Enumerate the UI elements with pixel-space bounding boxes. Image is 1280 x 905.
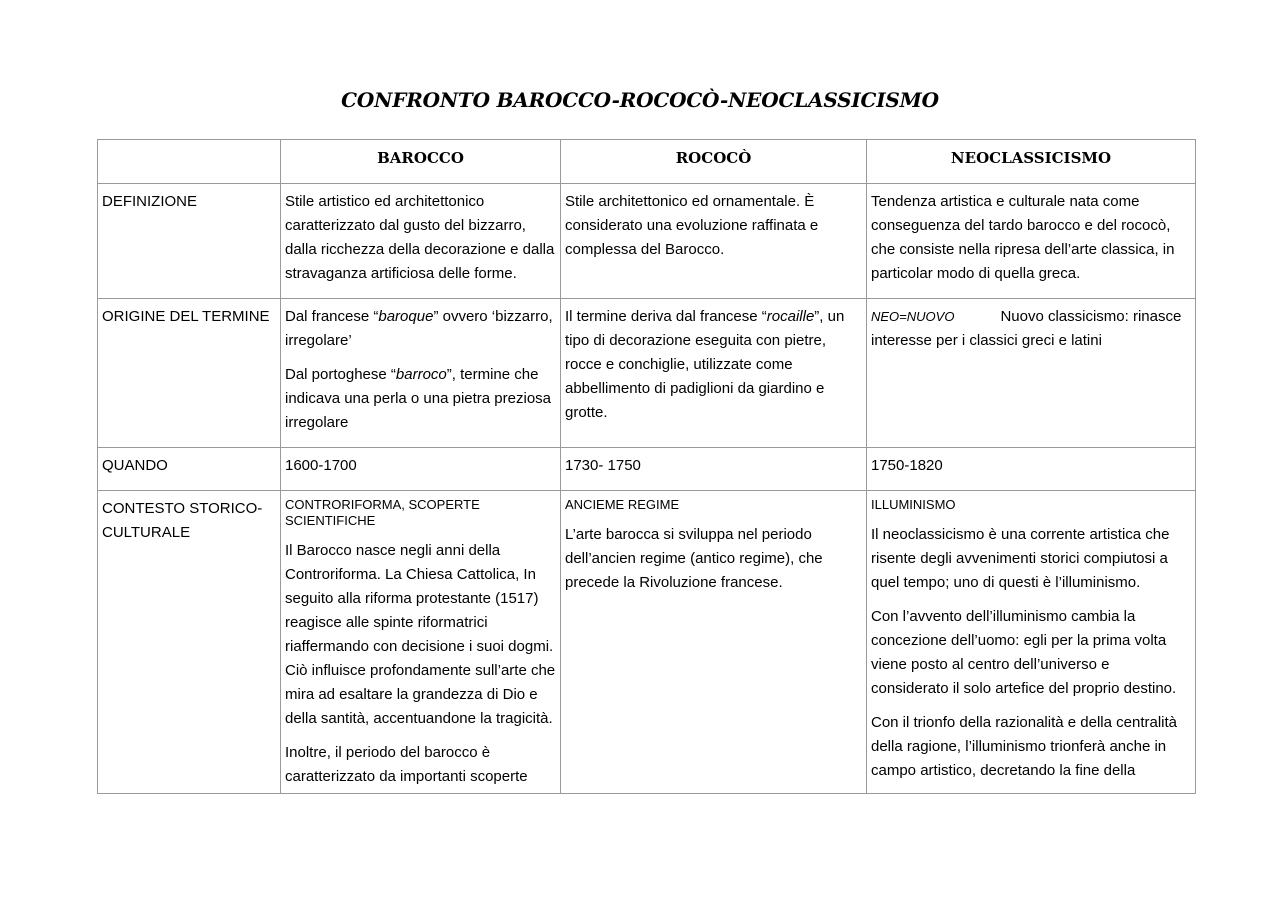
row-origine — [98, 299, 1196, 448]
term-barroco: barroco — [395, 366, 447, 383]
label-origine: ORIGINE DEL TERMINE — [98, 299, 281, 448]
comparison-table — [97, 139, 1196, 794]
origine-barocco — [281, 299, 561, 448]
term-rocaille: rocaille — [766, 308, 815, 325]
text-span: Dal portoghese “ — [285, 366, 396, 383]
row-contesto — [98, 491, 1196, 794]
row-quando — [98, 448, 1196, 491]
contesto-rococo — [561, 491, 867, 794]
term-baroque: baroque — [378, 308, 434, 325]
quando-rococo: 1730- 1750 — [561, 448, 867, 491]
header-empty — [98, 140, 281, 184]
contesto-neo-p2: Con l’avvento dell’illuminismo cambia la concezione dell’uomo: egli per la prima volta viene posto al centro dell’universo e considerato il solo artefice del proprio destino. — [871, 608, 1177, 697]
contesto-barocco — [281, 491, 561, 794]
text-span: Dal francese “ — [285, 308, 379, 325]
header-neoclassicismo: NEOCLASSICISMO — [867, 140, 1196, 184]
header-rococo: ROCOCÒ — [561, 140, 867, 184]
origine-neoclassicismo — [867, 299, 1196, 448]
text-span: ”, un tipo di decorazione eseguita con pietre, rocce e conchiglie, utilizzate come abbellimento di padiglioni da giardino e grotte. — [565, 308, 845, 421]
label-contesto: CONTESTO STORICO-CULTURALE — [98, 491, 281, 794]
origine-barocco-p1 — [285, 305, 556, 353]
definizione-rococo: Stile architettonico ed ornamentale. È considerato una evoluzione raffinata e complessa del Barocco. — [561, 184, 867, 299]
origine-barocco-p2 — [285, 363, 556, 435]
origine-rococo — [561, 299, 867, 448]
quando-neoclassicismo: 1750-1820 — [867, 448, 1196, 491]
quando-barocco: 1600-1700 — [281, 448, 561, 491]
contesto-neoclassicismo — [867, 491, 1196, 794]
contesto-barocco-p1: Il Barocco nasce negli anni della Controriforma. La Chiesa Cattolica, In seguito alla riforma protestante (1517) reagisce alle spinte riformatrici riaffermando con decisione i suoi dogmi. Ciò influisce profondamente sull’arte che mira ad esaltare la grandezza di Dio e della santità, accentuandone la tragicità. — [285, 542, 556, 727]
text-span: ”, termine che indicava una perla o una pietra preziosa irregolare — [285, 366, 552, 431]
header-row — [98, 140, 1196, 184]
text-span: Nuovo classicismo: rinasce interesse per i classici greci e latini — [871, 308, 1182, 349]
contesto-barocco-p2: Inoltre, il periodo del barocco è caratterizzato da importanti scoperte — [285, 744, 528, 785]
label-definizione: DEFINIZIONE — [98, 184, 281, 299]
text-span: Il termine deriva dal francese “ — [565, 308, 767, 325]
label-quando: QUANDO — [98, 448, 281, 491]
neo-nuovo-note: NEO=NUOVO — [871, 309, 955, 324]
contesto-neo-p1: Il neoclassicismo è una corrente artistica che risente degli avvenimenti storici compiutosi a quel tempo; uno di questi è l’illuminismo. — [871, 526, 1170, 591]
header-barocco: BAROCCO — [281, 140, 561, 184]
contesto-neo-p3: Con il trionfo della razionalità e della centralità della ragione, l’illuminismo trionferà anche in campo artistico, decretando la fine della — [871, 714, 1178, 779]
contesto-rococo-heading: ANCIEME REGIME — [565, 497, 680, 512]
contesto-rococo-p1: L’arte barocca si sviluppa nel periodo dell’ancien regime (antico regime), che precede la Rivoluzione francese. — [565, 526, 823, 591]
contesto-neo-heading: ILLUMINISMO — [871, 497, 956, 512]
definizione-barocco: Stile artistico ed architettonico caratterizzato dal gusto del bizzarro, dalla ricchezza della decorazione e dalla stravaganza artificiosa delle forme. — [281, 184, 561, 299]
contesto-barocco-heading: CONTRORIFORMA, SCOPERTE SCIENTIFICHE — [285, 497, 480, 528]
definizione-neoclassicismo: Tendenza artistica e culturale nata come conseguenza del tardo barocco e del rococò, che consiste nella ripresa dell’arte classica, in particolar modo di quella greca. — [867, 184, 1196, 299]
text-span: ” ovvero ‘bizzarro, irregolare’ — [285, 308, 553, 349]
page-title: CONFRONTO BAROCCO-ROCOCÒ-NEOCLASSICISMO — [341, 88, 939, 112]
row-definizione — [98, 184, 1196, 299]
